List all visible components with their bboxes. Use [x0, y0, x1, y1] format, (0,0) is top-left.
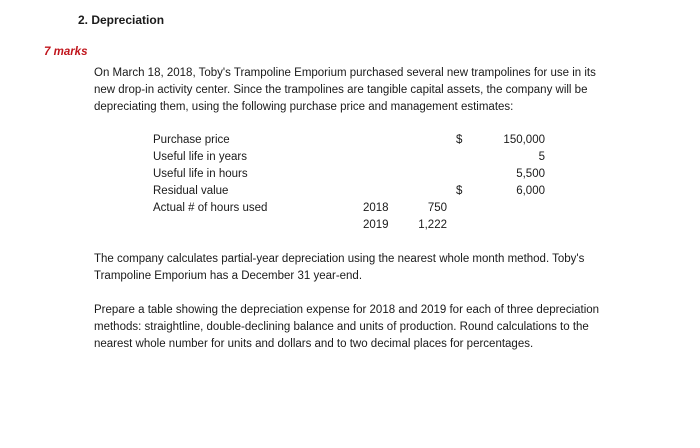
estimate-value: 6,000 — [516, 185, 545, 197]
estimate-row-useful-life-years — [0, 149, 700, 166]
intro-paragraph: On March 18, 2018, Toby's Trampoline Emporium purchased several new trampolines for use in its new drop-in activity center. Since the trampolines are tangible capital assets, the company will be depreciating them, using the following purchase price and management estimates: — [94, 67, 596, 113]
actual-hours-row-2018 — [0, 200, 700, 217]
estimate-value: 150,000 — [503, 134, 545, 146]
estimate-label: Useful life in years — [153, 151, 247, 163]
actual-hours-row-2019 — [0, 217, 700, 234]
hours-value: 750 — [427, 202, 447, 214]
currency-symbol: $ — [456, 134, 463, 146]
currency-symbol: $ — [456, 185, 463, 197]
estimate-label: Useful life in hours — [153, 168, 248, 180]
estimate-label: Residual value — [153, 185, 229, 197]
estimate-row-useful-life-hours — [0, 166, 700, 183]
estimate-label: Purchase price — [153, 134, 230, 146]
year-label: 2018 — [363, 202, 389, 214]
year-label: 2019 — [363, 219, 389, 231]
estimate-value: 5,500 — [516, 168, 545, 180]
partial-year-paragraph: The company calculates partial-year depreciation using the nearest whole month method. Toby's Trampoline Emporium has a December 31 year-end. — [94, 253, 585, 282]
question-heading: 2. Depreciation — [78, 13, 165, 27]
hours-value: 1,222 — [418, 219, 447, 231]
marks-label: 7 marks — [44, 46, 88, 58]
actual-hours-label: Actual # of hours used — [153, 202, 268, 214]
instructions-paragraph: Prepare a table showing the depreciation expense for 2018 and 2019 for each of three depreciation methods: straightline, double-declining balance and units of production. Round calculations to the nearest whole number for units and dollars and to two decimal places for percentages. — [94, 304, 600, 350]
estimate-value: 5 — [538, 151, 545, 163]
estimate-row-residual-value — [0, 183, 700, 200]
estimate-row-purchase-price — [0, 132, 700, 149]
